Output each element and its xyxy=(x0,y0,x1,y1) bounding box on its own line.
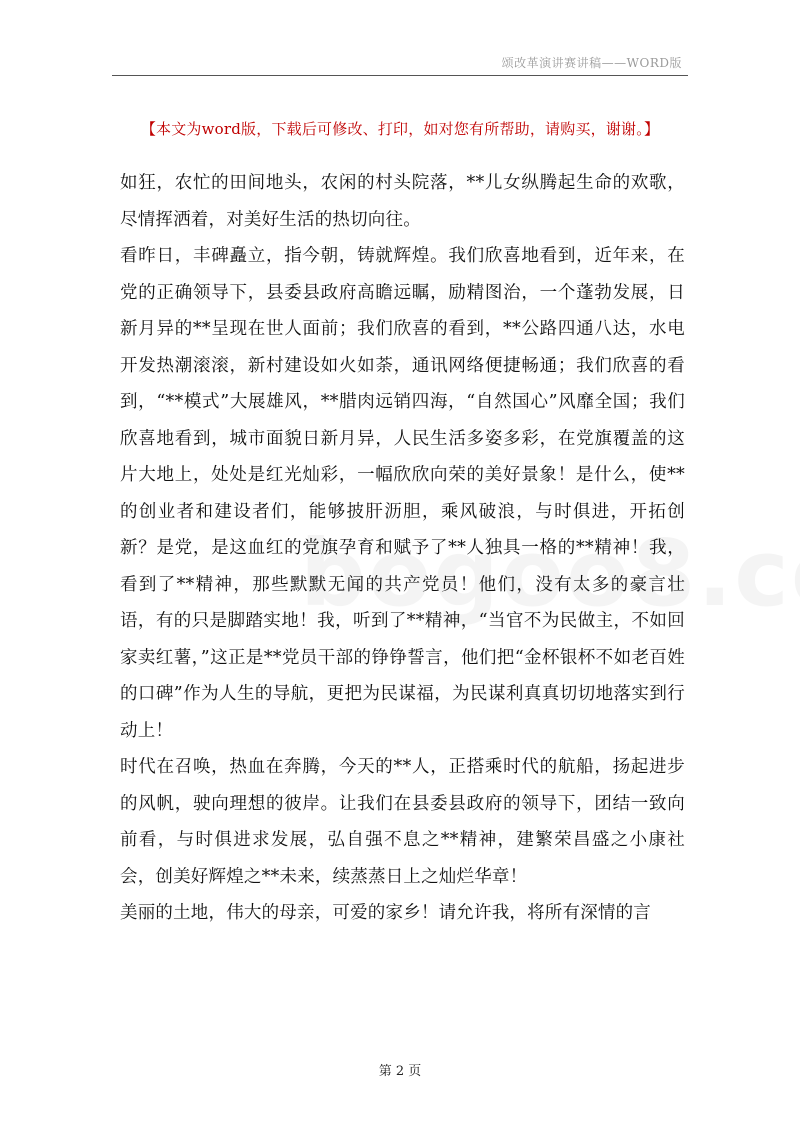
header-divider xyxy=(112,75,688,76)
paragraph: 时代在召唤，热血在奔腾，今天的**人，正搭乘时代的航船，扬起进步的风帆，驶向理想的彼岸。让我们在县委县政府的领导下，团结一致向前看，与时俱进求发展，弘自强不息之**精神，建繁荣昌盛之小康社会，创美好辉煌之**未来，续蒸蒸日上之灿烂华章！ xyxy=(120,757,685,887)
document-body xyxy=(120,165,685,932)
download-notice: 【本文为word版，下载后可修改、打印，如对您有所帮助，请购买，谢谢。】 xyxy=(140,120,660,138)
page-number: 第 2 页 xyxy=(378,1064,422,1079)
paragraph: 看昨日，丰碑矗立，指今朝，铸就辉煌。我们欣喜地看到，近年来，在党的正确领导下，县委县政府高瞻远瞩，励精图治，一个蓬勃发展，日新月异的**呈现在世人面前；我们欣喜的看到，**公路四通八达，水电开发热潮滚滚，新村建设如火如荼，通讯网络便捷畅通；我们欣喜的看到，“**模式”大展雄风，**腊肉远销四海，“自然国心”风靡全国；我们欣喜地看到，城市面貌日新月异，人民生活多姿多彩，在党旗覆盖的这片大地上，处处是红光灿彩，一幅欣欣向荣的美好景象！是什么，使**的创业者和建设者们，能够披肝沥胆，乘风破浪，与时俱进，开拓创新？是党，是这血红的党旗孕育和赋予了**人独具一格的**精神！我，看到了**精神，那些默默无闻的共产党员！他们，没有太多的豪言壮语，有的只是脚踏实地！我，听到了**精神，“当官不为民做主，不如回家卖红薯，”这正是**党员干部的铮铮誓言，他们把“金杯银杯不如老百姓的口碑”作为人生的导航，更把为民谋福，为民谋利真真切切地落实到行动上！ xyxy=(120,246,685,741)
document-header-title: 颂改革演讲赛讲稿——WORD版 xyxy=(501,56,682,70)
paragraph: 美丽的土地，伟大的母亲，可爱的家乡！请允许我，将所有深情的言 xyxy=(120,903,651,923)
paragraph: 如狂，农忙的田间地头，农闲的村头院落，**儿女纵腾起生命的欢歌，尽情挥洒着，对美好生活的热切向往。 xyxy=(120,173,685,230)
